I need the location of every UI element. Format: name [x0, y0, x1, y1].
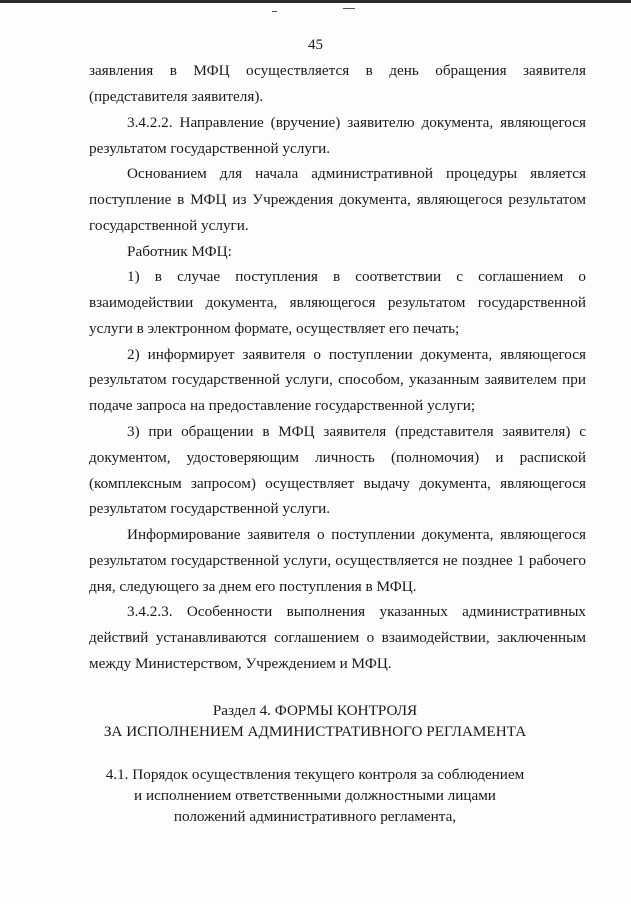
body-line: поступление в МФЦ из Учреждения документа, являющегося результатом: [89, 191, 586, 208]
body-line: Основанием для начала административной процедуры является: [127, 165, 586, 182]
page-number: 45: [308, 37, 323, 53]
body-line: Информирование заявителя о поступлении документа, являющегося: [127, 526, 586, 543]
body-line: 1) в случае поступления в соответствии с соглашением о: [127, 268, 586, 285]
body-line: государственной услуги.: [89, 217, 249, 234]
scan-speck: [343, 8, 355, 9]
body-line: результатом государственной услуги, способом, указанным заявителем при: [89, 371, 586, 388]
body-line: дня, следующего за днем его поступления в МФЦ.: [89, 578, 417, 595]
body-line: (комплексным запросом) осуществляет выдачу документа, являющегося: [89, 475, 586, 492]
body-line: услуги в электронном формате, осуществляет его печать;: [89, 320, 460, 337]
body-line: результатом государственной услуги.: [89, 500, 331, 517]
subsection-title: положений административного регламента,: [173, 808, 457, 825]
body-line: результатом государственной услуги.: [89, 140, 331, 157]
body-line: (представителя заявителя).: [89, 88, 264, 105]
body-line: заявления в МФЦ осуществляется в день обращения заявителя: [89, 62, 586, 79]
subsection-title: 4.1. Порядок осуществления текущего контроля за соблюдением: [105, 766, 525, 783]
body-line: 3.4.2.2. Направление (вручение) заявителю документа, являющегося: [127, 114, 586, 131]
subsection-title: и исполнением ответственными должностными лицами: [134, 787, 496, 804]
body-line: 3) при обращении в МФЦ заявителя (представителя заявителя) с: [127, 423, 586, 440]
body-line: Работник МФЦ:: [127, 243, 232, 260]
section-title: ЗА ИСПОЛНЕНИЕМ АДМИНИСТРАТИВНОГО РЕГЛАМЕНТА: [103, 723, 527, 740]
body-line: подаче запроса на предоставление государственной услуги;: [89, 397, 476, 414]
scan-speck: [272, 11, 277, 12]
body-line: взаимодействии документа, являющегося результатом государственной: [89, 294, 586, 311]
body-line: документом, удостоверяющим личность (полномочия) и распиской: [89, 449, 586, 466]
body-line: между Министерством, Учреждением и МФЦ.: [89, 655, 392, 672]
scan-top-edge: [0, 0, 631, 3]
body-line: результатом государственной услуги, осуществляется не позднее 1 рабочего: [89, 552, 586, 569]
section-title: Раздел 4. ФОРМЫ КОНТРОЛЯ: [212, 702, 418, 719]
body-line: действий устанавливаются соглашением о взаимодействии, заключенным: [89, 629, 586, 646]
body-line: 2) информирует заявителя о поступлении документа, являющегося: [127, 346, 586, 363]
body-line: 3.4.2.3. Особенности выполнения указанных административных: [127, 603, 586, 620]
